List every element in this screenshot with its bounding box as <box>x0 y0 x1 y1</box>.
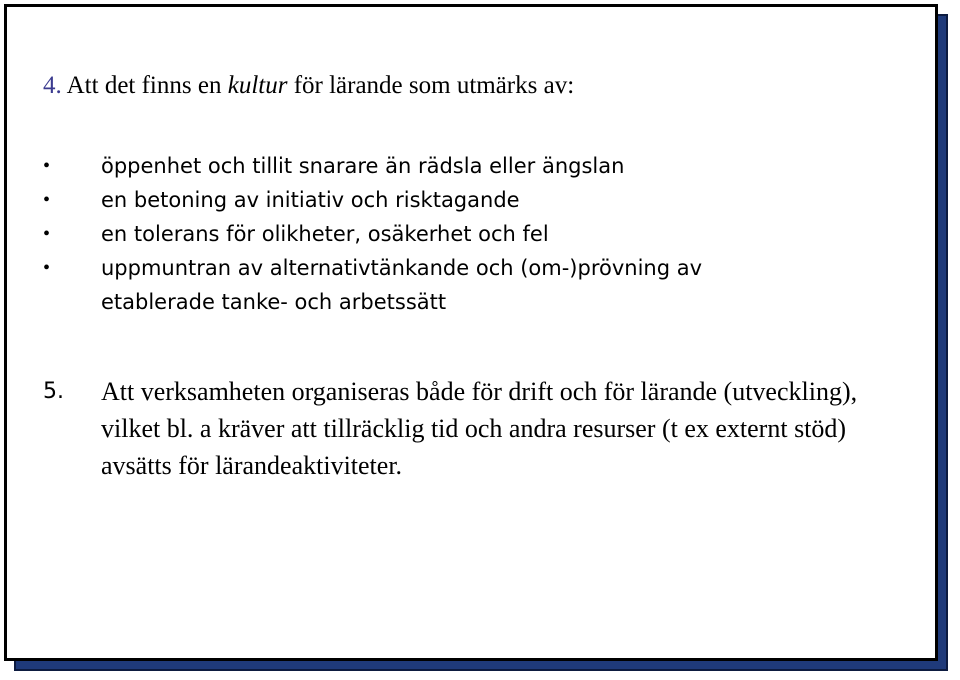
list-item <box>43 251 821 319</box>
heading-pre: Att det finns en <box>61 72 228 99</box>
bullet-icon: • <box>43 223 51 245</box>
bullet-text: uppmuntran av alternativtänkande och (om-)prövning av etablerade tanke- och arbetssätt <box>101 256 703 314</box>
list-item <box>43 183 821 217</box>
bullet-text: en tolerans för olikheter, osäkerhet och fel <box>101 222 549 246</box>
slide-content <box>7 7 935 658</box>
heading-item-4 <box>43 71 574 101</box>
bullet-icon: • <box>43 189 51 211</box>
slide <box>4 4 938 661</box>
item-5-number: 5. <box>43 379 64 404</box>
bullet-icon: • <box>43 257 51 279</box>
heading-emphasis: kultur <box>227 72 288 99</box>
bullet-list <box>43 149 821 319</box>
item-5-text: Att verksamheten organiseras både för drift och för lärande (utveckling), vilket bl. a kräver att tillräcklig tid och andra resurser (t ex externt stöd) avsätts för lärandeaktiviteter. <box>101 377 858 480</box>
list-item <box>43 149 821 183</box>
list-item <box>43 217 821 251</box>
item-5 <box>43 373 861 484</box>
bullet-icon: • <box>43 155 51 177</box>
heading-post: för lärande som utmärks av: <box>287 72 575 99</box>
bullet-text: öppenhet och tillit snarare än rädsla eller ängslan <box>101 154 625 178</box>
heading-number: 4. <box>43 72 62 99</box>
bullet-text: en betoning av initiativ och risktagande <box>101 188 520 212</box>
